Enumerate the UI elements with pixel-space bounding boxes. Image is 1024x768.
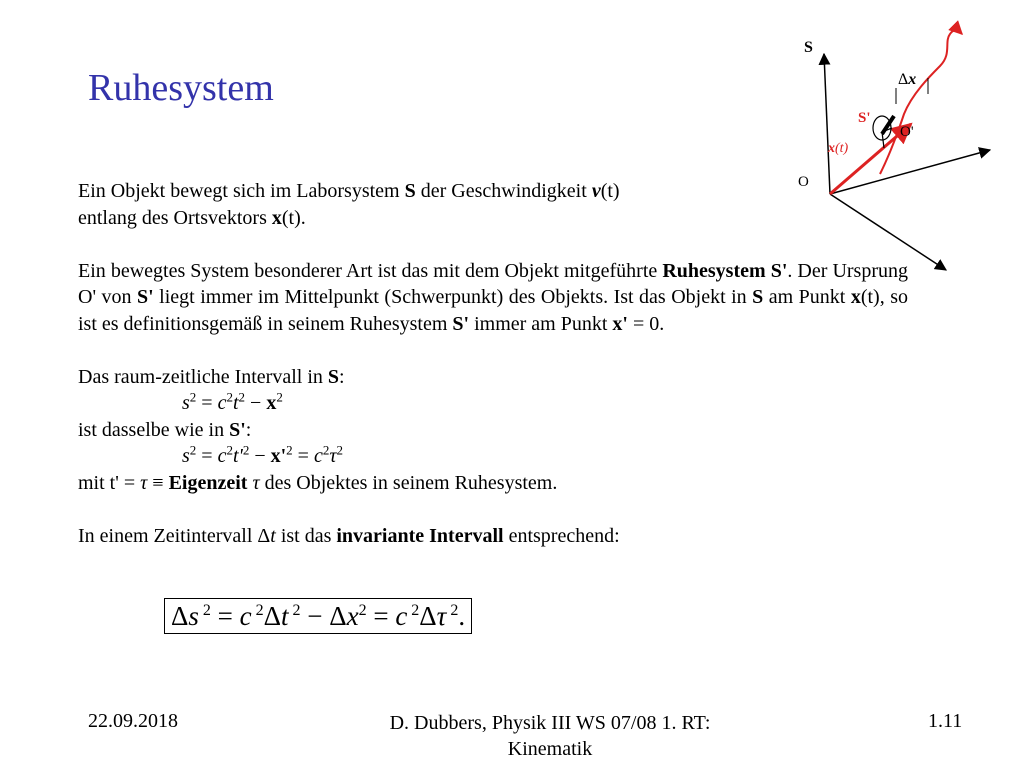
slide-title: Ruhesystem xyxy=(88,67,274,109)
rest-frame-diagram xyxy=(780,14,1000,284)
footer-page-number: 1.11 xyxy=(928,710,963,732)
footer-author-course: D. Dubbers, Physik III WS 07/08 1. RT: Kinematik xyxy=(389,712,711,760)
paragraph-invariant-interval: In einem Zeitintervall Δt ist das invariante Intervall entsprechend: xyxy=(78,524,620,547)
label-position-vector: x(t) xyxy=(828,141,849,156)
paragraph-proper-time: mit t' = τ ≡ Eigenzeit τ des Objektes in seinem Ruhesystem. xyxy=(78,471,558,494)
label-o-prime: O' xyxy=(900,124,914,140)
footer-date: 22.09.2018 xyxy=(88,710,178,732)
equation-interval-sprime: $s^2 = c^2t'^2 - x'^2 = c^2\tau^2$ xyxy=(182,442,343,467)
trajectory-curve xyxy=(880,30,962,174)
boxed-equation-invariant-interval: Δs $^2$ = c $^2$Δt $^2 - \Delta x^2 = c$ $^2$Δτ $^2$. xyxy=(164,598,472,634)
axis-s-diagonal xyxy=(830,194,946,270)
label-s: S xyxy=(804,39,813,56)
paragraph-object-motion-line2: entlang des Ortsvektors x(t). xyxy=(78,206,306,229)
label-s-prime: S' xyxy=(858,110,871,126)
paragraph-rest-frame: Ein bewegtes System besonderer Art ist das mit dem Objekt mitgeführte Ruhesystem S'. Der Ursprung O' von S' liegt immer im Mittelpunkt (Schwerpunkt) des Objekts. Ist das Objekt in S am Punkt x(t), so ist es definitionsgemäß in seinem Ruhesystem S' immer am Punkt x' = 0. xyxy=(78,259,908,335)
axis-s-vertical xyxy=(824,54,830,194)
label-delta-x: Δx xyxy=(898,71,917,88)
equation-interval-s: $s^2 = c^2t^2 - x^2$ xyxy=(182,389,283,414)
paragraph-object-motion-line1: Ein Objekt bewegt sich im Laborsystem S der Geschwindigkeit v(t) xyxy=(78,180,620,202)
paragraph-interval-sprime: ist dasselbe wie in S': xyxy=(78,418,252,441)
label-o: O xyxy=(798,174,809,190)
paragraph-interval-s: Das raum-zeitliche Intervall in S: xyxy=(78,365,345,388)
